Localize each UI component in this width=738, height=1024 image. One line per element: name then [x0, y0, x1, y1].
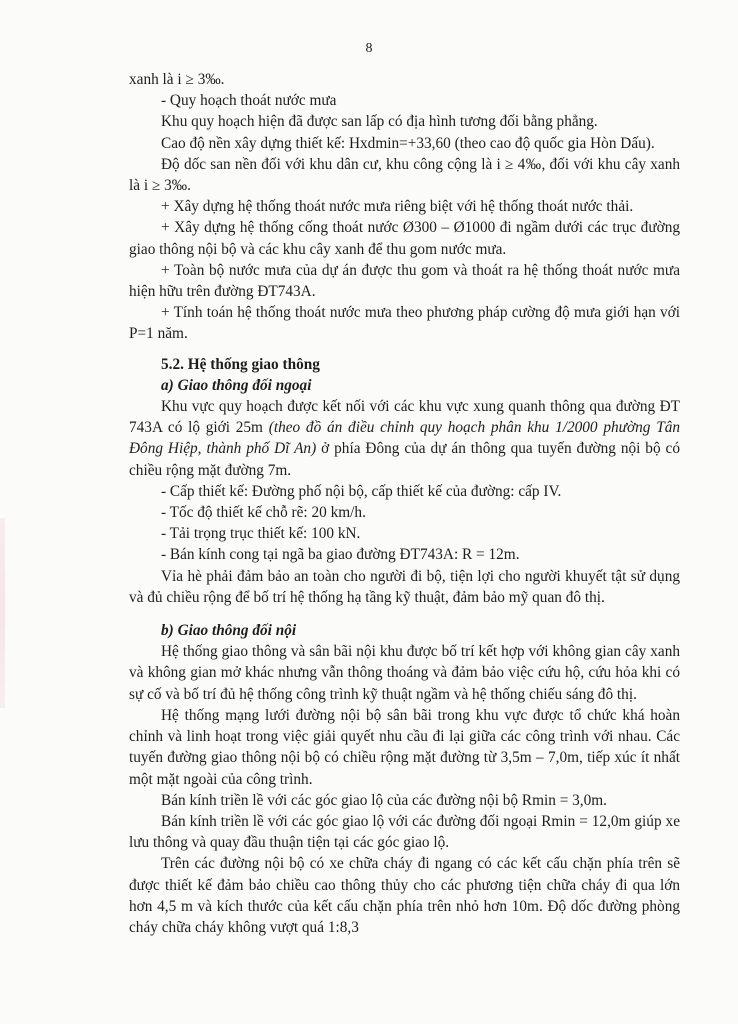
paragraph: xanh là i ≥ 3‰.	[129, 71, 225, 88]
paragraph-intro	[129, 396, 680, 481]
paragraph: + Toàn bộ nước mưa của dự án được thu gom và thoát ra hệ thống thoát nước mưa hiện hữu trên đường ĐT743A.	[129, 261, 680, 301]
paragraph: Hệ thống giao thông và sân bãi nội khu được bố trí kết hợp với không gian cây xanh và không gian mở khác nhưng vẫn thông thoáng và đảm bảo việc cứu hộ, cứu hỏa khi có sự cố và bố trí đủ hệ thống công trình kỹ thuật ngầm và hệ thống chiếu sáng đô thị.	[129, 643, 680, 703]
paragraph: Hệ thống mạng lưới đường nội bộ sân bãi trong khu vực được tổ chức khá hoàn chỉnh và linh hoạt trong việc giải quyết nhu cầu đi lại giữa các công trình với nhau. Các tuyến đường giao thông nội bộ có chiều rộng mặt đường từ 3,5m – 7,0m, tiếp xúc ít nhất một mặt ngoài của công trình.	[129, 706, 680, 788]
intro-text: Khu vực quy hoạch được kết nối với các khu vực xung quanh thông qua đường ĐT 743A có lộ giới 25m	[129, 398, 680, 437]
intro-italic-text: (theo đồ án điều chỉnh quy hoạch phân khu 1/2000 phường Tân Đông Hiệp, thành phố Dĩ An)	[129, 419, 680, 458]
list-item: - Tốc độ thiết kế chỗ rẽ: 20 km/h.	[161, 504, 366, 522]
paragraph: + Tính toán hệ thống thoát nước mưa theo phương pháp cường độ mưa giới hạn với P=1 năm.	[129, 304, 680, 343]
paragraph: Khu quy hoạch hiện đã được san lấp có địa hình tương đối bằng phẳng.	[161, 113, 598, 131]
page-number: 8	[365, 41, 373, 56]
section-heading: 5.2. Hệ thống giao thông	[161, 355, 320, 373]
paragraph: Vỉa hè phải đảm bảo an toàn cho người đi bộ, tiện lợi cho người khuyết tật sử dụng và đủ chiều rộng để bố trí hệ thống hạ tầng kỹ thuật, đảm bảo mỹ quan đô thị.	[129, 567, 680, 606]
subsection-heading-b: b) Giao thông đối nội	[161, 622, 297, 640]
list-item: - Bán kính cong tại ngã ba giao đường ĐT743A: R = 12m.	[161, 546, 520, 564]
paragraph: Bán kính triền lề với các góc giao lộ với các đường đối ngoại Rmin = 12,0m giúp xe lưu thông và quay đầu thuận tiện tại các góc giao lộ.	[129, 812, 680, 852]
scan-edge-stain	[0, 518, 5, 708]
document-body	[129, 69, 680, 938]
list-item: - Tải trọng trục thiết kế: 100 kN.	[161, 525, 361, 543]
paragraph: + Xây dựng hệ thống thoát nước mưa riêng biệt với hệ thống thoát nước thải.	[161, 198, 634, 216]
intro-text-end: ở phía Đông của dự án thông qua tuyến đường nội bộ có chiều rộng mặt đường 7m.	[129, 440, 680, 479]
subsection-heading-a: a) Giao thông đối ngoại	[161, 376, 312, 394]
paragraph: - Quy hoạch thoát nước mưa	[161, 92, 337, 110]
paragraph: + Xây dựng hệ thống cống thoát nước Ø300 – Ø1000 đi ngầm dưới các trục đường giao thông nội bộ và các khu cây xanh để thu gom nước mưa.	[129, 219, 680, 258]
paragraph: Cao độ nền xây dựng thiết kế: Hxdmin=+33,60 (theo cao độ quốc gia Hòn Dấu).	[161, 134, 655, 152]
paragraph: Độ dốc san nền đối với khu dân cư, khu công cộng là i ≥ 4‰, đối với khu cây xanh là i ≥ 3‰.	[129, 155, 680, 195]
paragraph: Trên các đường nội bộ có xe chữa cháy đi ngang có các kết cấu chặn phía trên sẽ được thiết kế đảm bảo chiều cao thông thủy cho các phương tiện chữa cháy đi qua lớn hơn 4,5 m và kích thước của kết cấu chặn phía trên nhỏ hơn 10m. Độ dốc đường phòng cháy chữa cháy không vượt quá 1:8,3	[129, 855, 680, 936]
paragraph: Bán kính triền lề với các góc giao lộ của các đường nội bộ Rmin = 3,0m.	[161, 791, 608, 809]
list-item: - Cấp thiết kế: Đường phố nội bộ, cấp thiết kế của đường: cấp IV.	[161, 482, 562, 500]
